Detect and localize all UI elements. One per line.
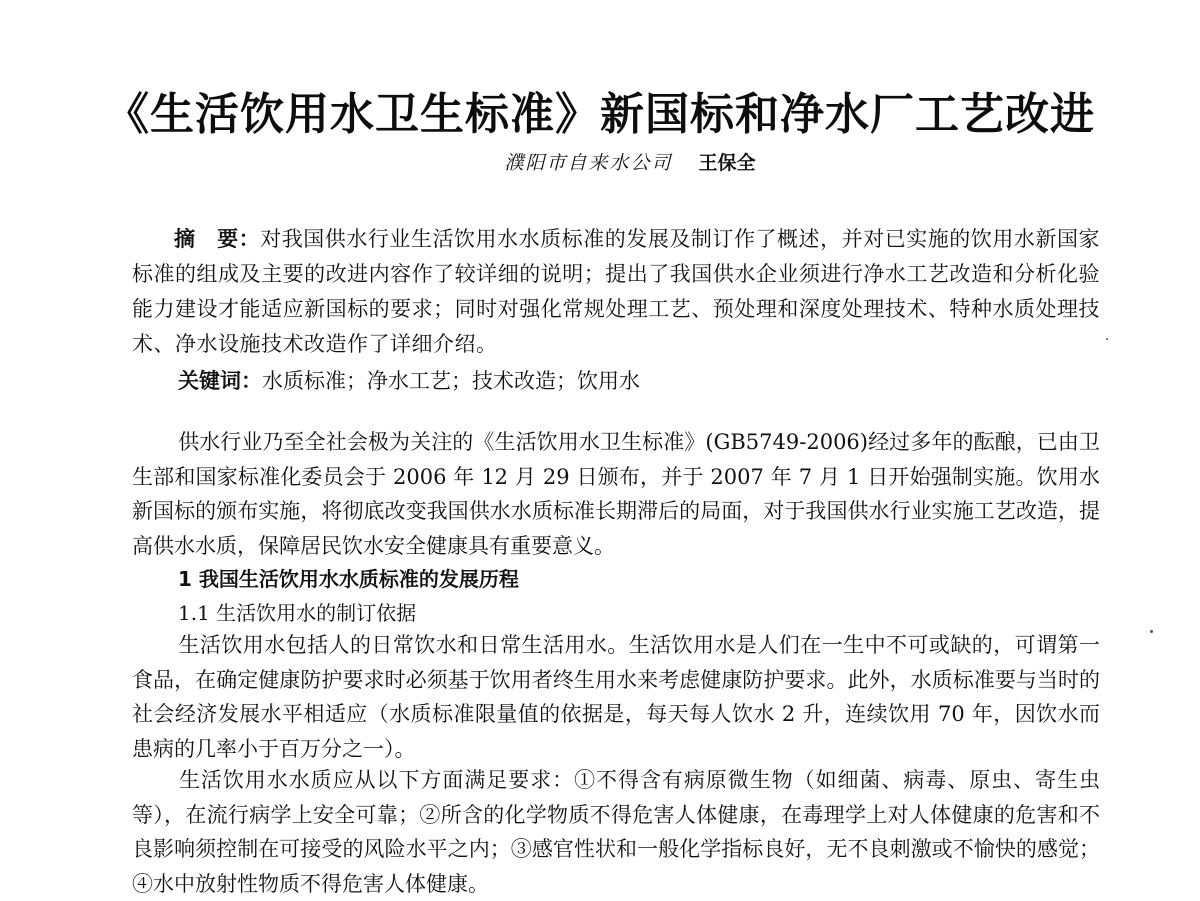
keywords-label: 关键词： [178,369,262,393]
abstract [132,222,1100,362]
section-heading-1-1: 1.1 生活饮用水的制订依据 [178,601,417,625]
paragraph-3: 生活饮用水水质应从以下方面满足要求：①不得含有病原微生物（如细菌、病毒、原虫、寄生虫等），在流行病学上安全可靠；②所含的化学物质不得危害人体健康，在毒理学上对人体健康的危害和不良影响须控制在可接受的风险水平之内；③感官性状和一般化学指标良好，无不良刺激或不愉快的感觉；④水中放射性物质不得危害人体健康。 [132,768,1100,896]
author-line [0,148,1200,175]
keywords [178,364,1100,399]
scan-speck [1150,630,1153,633]
abstract-text: 对我国供水行业生活饮用水水质标准的发展及制订作了概述，并对已实施的饮用水新国家标准的组成及主要的改进内容作了较详细的说明；提出了我国供水企业须进行净水工艺改造和分析化验能力建设才能适应新国标的要求；同时对强化常规处理工艺、预处理和深度处理技术、特种水质处理技术、净水设施技术改造作了详细介绍。 [132,227,1101,356]
keywords-text: 水质标准；净水工艺；技术改造；饮用水 [262,369,640,393]
author-organization: 濮阳市自来水公司 [504,152,673,174]
section-heading-1: 1 我国生活饮用水水质标准的发展历程 [178,567,519,591]
intro-paragraph-block [132,425,1100,563]
paragraph-3-block [132,763,1100,901]
intro-paragraph: 供水行业乃至全社会极为关注的《生活饮用水卫生标准》(GB5749-2006)经过多年的酝酿，已由卫生部和国家标准化委员会于 2006 年 12 月 29 日颁布，并于 2007 年 7 月 1 日开始强制实施。饮用水新国标的颁布实施，将彻底改变我国供水水质标准长期滞后的局面，对于我国供水行业实施工艺改造，提高供水水质，保障居民饮水安全健康具有重要意义。 [132,430,1100,558]
paragraph-2: 生活饮用水包括人的日常饮水和日常生活用水。生活饮用水是人们在一生中不可或缺的，可谓第一食品，在确定健康防护要求时必须基于饮用者终生用水来考虑健康防护要求。此外，水质标准要与当时的社会经济发展水平相适应（水质标准限量值的依据是，每天每人饮水 2 升，连续饮用 70 年，因饮水而患病的几率小于百万分之一）。 [132,633,1100,761]
paragraph-2-block [132,628,1100,766]
abstract-label: 摘 要： [174,227,261,251]
scan-speck [1106,338,1108,340]
paper-title: 《生活饮用水卫生标准》新国标和净水厂工艺改进 [105,89,1095,140]
author-name: 王保全 [698,152,756,174]
